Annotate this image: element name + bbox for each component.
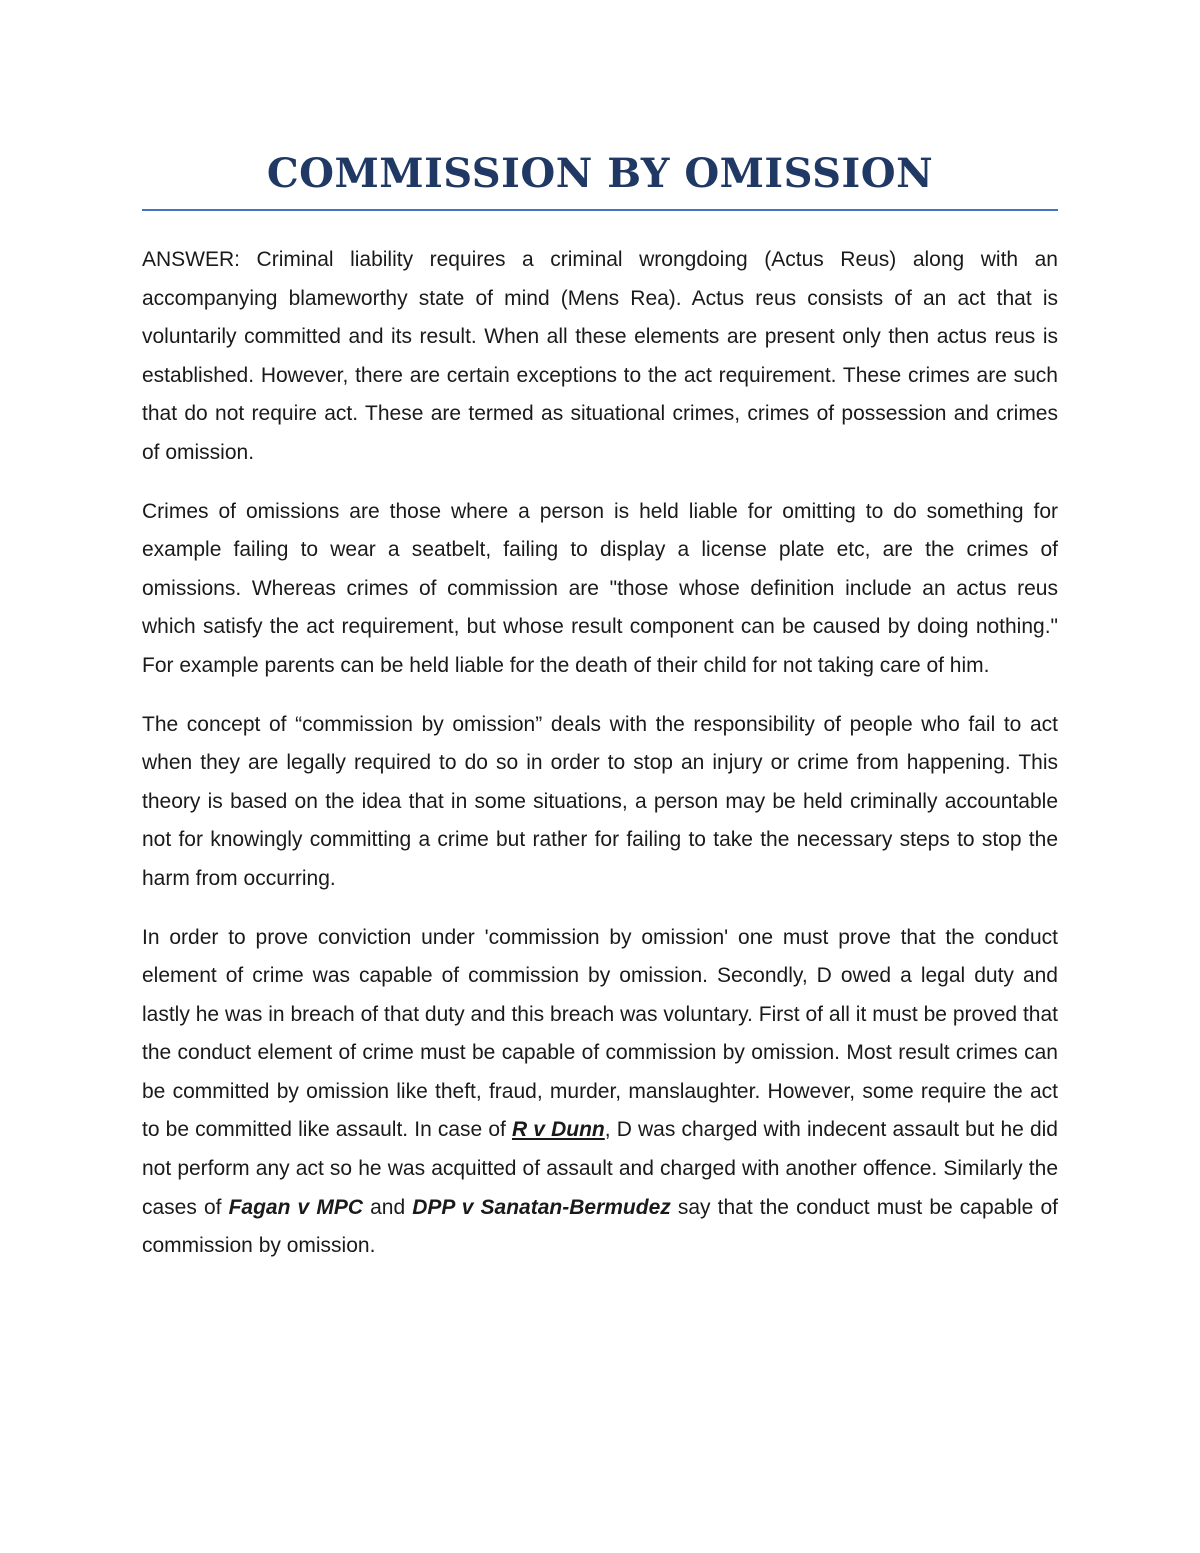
title-underline — [142, 209, 1058, 211]
paragraph-conviction-part-3: and — [363, 1195, 413, 1219]
document-title: COMMISSION BY OMISSION — [266, 150, 934, 197]
document-page — [142, 140, 1058, 1286]
paragraph-conviction — [142, 919, 1058, 1266]
paragraph-conviction-part-1: In order to prove conviction under 'commission by omission' one must prove that the conduct element of crime was capable of commission by omission. Secondly, D owed a legal duty and lastly he was in breach of that duty and this breach was voluntary. First of all it must be proved that the conduct element of crime must be capable of commission by omission. Most result crimes can be committed by omission like theft, fraud, murder, manslaughter. However, some require the act to be committed like assault. In case of — [142, 925, 1058, 1142]
paragraph-concept: The concept of “commission by omission” deals with the responsibility of people who fail to act when they are legally required to do so in order to stop an injury or crime from happening. This theory is based on the idea that in some situations, a person may be held criminally accountable not for knowingly committing a crime but rather for failing to take the necessary steps to stop the harm from occurring. — [142, 712, 1058, 890]
case-dpp-v-sanatan-bermudez: DPP v Sanatan-Bermudez — [412, 1195, 671, 1219]
paragraph-answer: ANSWER: Criminal liability requires a criminal wrongdoing (Actus Reus) along with an accompanying blameworthy state of mind (Mens Rea). Actus reus consists of an act that is voluntarily committed and its result. When all these elements are present only then actus reus is established. However, there are certain exceptions to the act requirement. These crimes are such that do not require act. These are termed as situational crimes, crimes of possession and crimes of omission. — [142, 248, 1058, 464]
paragraph-conviction-part-2: , D was charged with indecent assault but he did not perform any act so he was acquitted of assault and charged with another offence. Similarly the cases of — [142, 1118, 1058, 1219]
paragraph-conviction-part-4: say that the conduct must be capable of commission by omission. — [142, 1195, 1058, 1258]
case-fagan-v-mpc: Fagan v MPC — [228, 1195, 363, 1219]
case-r-v-dunn: R v Dunn — [512, 1118, 605, 1142]
paragraph-crimes-of-omission: Crimes of omissions are those where a person is held liable for omitting to do something for example failing to wear a seatbelt, failing to display a license plate etc, are the crimes of omissions. Whereas crimes of commission are "those whose definition include an actus reus which satisfy the act requirement, but whose result component can be caused by doing nothing." For example parents can be held liable for the death of their child for not taking care of him. — [142, 499, 1058, 677]
